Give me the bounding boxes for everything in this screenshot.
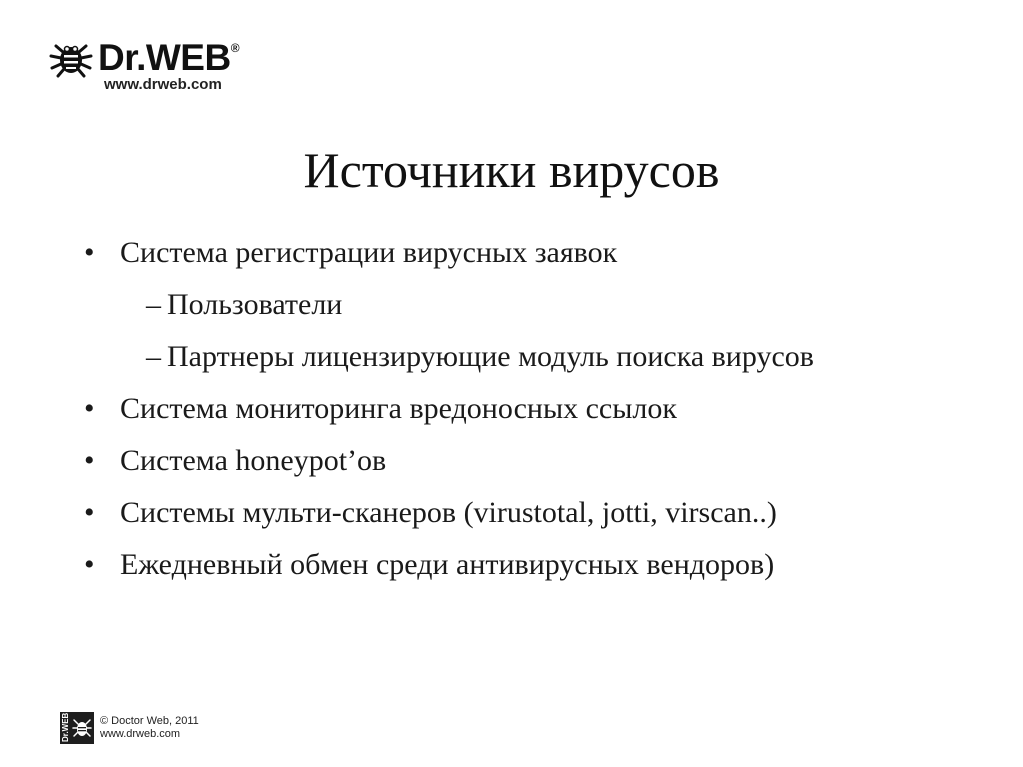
footer-logo bbox=[60, 712, 94, 744]
bullet-marker: • bbox=[84, 548, 95, 581]
sub-list-item bbox=[146, 279, 1004, 331]
bullet-marker: • bbox=[84, 236, 95, 269]
spider-icon bbox=[48, 38, 94, 78]
list-item-text: Система мониторинга вредоносных ссылок bbox=[120, 392, 677, 425]
list-item bbox=[84, 487, 1004, 539]
footer bbox=[60, 712, 199, 744]
list-item-text: Системы мульти-сканеров (virustotal, jotti, virscan..) bbox=[120, 496, 777, 529]
footer-text bbox=[100, 715, 199, 741]
drweb-logo bbox=[48, 38, 239, 93]
sub-list-item bbox=[146, 331, 1004, 383]
slide-title: Источники вирусов bbox=[303, 142, 720, 198]
list-item bbox=[84, 539, 1004, 591]
list-item bbox=[84, 435, 1004, 487]
bullet-marker: • bbox=[84, 496, 95, 529]
registered-mark: ® bbox=[230, 41, 240, 55]
list-item-text: Система регистрации вирусных заявок bbox=[120, 236, 618, 269]
bullet-marker: • bbox=[84, 444, 95, 477]
spider-icon bbox=[72, 717, 92, 739]
sub-list-item-text: Партнеры лицензирующие модуль поиска вирусов bbox=[167, 340, 814, 373]
list-item-text: Система honeypot’ов bbox=[120, 444, 387, 477]
footer-url: www.drweb.com bbox=[100, 728, 181, 740]
list-item-text: Ежедневный обмен среди антивирусных вендоров) bbox=[120, 548, 775, 581]
footer-copyright: © Doctor Web, 2011 bbox=[100, 715, 199, 727]
list-item bbox=[84, 383, 1004, 435]
logo-brand: Dr.WEB® bbox=[98, 37, 240, 78]
logo-url: www.drweb.com bbox=[104, 76, 222, 93]
bullet-list bbox=[84, 227, 1004, 591]
sub-list-item-text: Пользователи bbox=[167, 288, 343, 321]
dash-marker: – bbox=[146, 288, 161, 321]
footer-logo-text: Dr.WEB bbox=[61, 712, 70, 742]
bullet-marker: • bbox=[84, 392, 95, 425]
dash-marker: – bbox=[146, 340, 161, 373]
list-item bbox=[84, 227, 1004, 279]
